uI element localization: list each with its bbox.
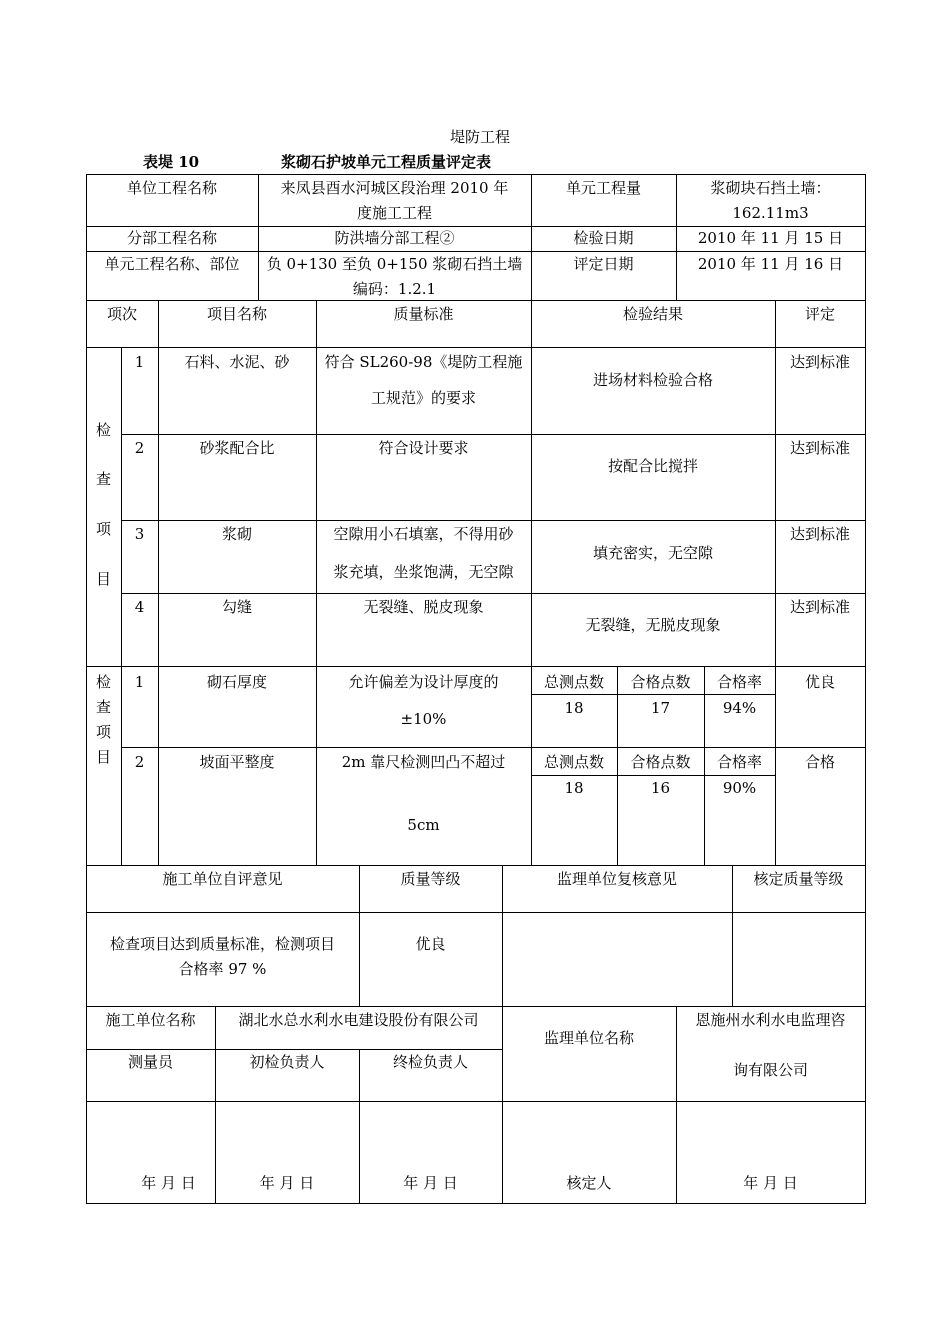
form-title: 浆砌石护坡单元工程质量评定表 bbox=[281, 153, 492, 171]
contractor-label: 施工单位名称 bbox=[105, 1011, 196, 1029]
col-header-no: 项次 bbox=[106, 305, 137, 323]
col-header-name: 项目名称 bbox=[206, 305, 267, 323]
row-pass-rate: 94% bbox=[722, 699, 757, 717]
grade-label: 质量等级 bbox=[400, 870, 461, 888]
row-pass-points: 16 bbox=[650, 779, 671, 797]
row-rating: 达到标准 bbox=[789, 439, 850, 457]
row-total-points: 18 bbox=[564, 779, 584, 797]
row-name: 勾缝 bbox=[221, 598, 252, 616]
row-result: 进场材料检验合格 bbox=[592, 371, 713, 389]
row-rating: 达到标准 bbox=[789, 598, 850, 616]
doc-category: 堤防工程 bbox=[449, 128, 510, 146]
verified-grade-label: 核定质量等级 bbox=[753, 870, 844, 888]
row-standard-line1: 2m 靠尺检测凹凸不超过 bbox=[341, 753, 506, 771]
quantity-value-line2: 162.11m3 bbox=[732, 204, 809, 222]
check-group-label-char: 检 bbox=[95, 421, 111, 439]
row-standard-line2: ±10% bbox=[400, 710, 447, 728]
measure-group-label-char: 检 bbox=[95, 673, 111, 691]
grade-value: 优良 bbox=[415, 935, 446, 953]
form-code: 表堤 10 bbox=[143, 153, 200, 171]
self-eval-text-line2: 合格率 97 % bbox=[178, 960, 267, 978]
row-name: 浆砌 bbox=[221, 525, 252, 543]
row-result: 按配合比搅拌 bbox=[607, 457, 698, 475]
quantity-label: 单元工程量 bbox=[565, 179, 641, 197]
row-standard-line2: 工规范》的要求 bbox=[370, 389, 476, 407]
row-rating: 达到标准 bbox=[789, 525, 850, 543]
row-pass-rate: 90% bbox=[722, 779, 757, 797]
date-initial-inspector: 年 月 日 bbox=[259, 1174, 315, 1192]
col-header-total-points: 总测点数 bbox=[543, 753, 604, 771]
col-header-pass-rate: 合格率 bbox=[716, 753, 762, 771]
row-name: 砌石厚度 bbox=[206, 673, 267, 691]
row-standard-line1: 符合 SL260-98《堤防工程施 bbox=[324, 353, 523, 371]
check-group-label-char: 项 bbox=[95, 520, 111, 538]
col-header-rating: 评定 bbox=[804, 305, 835, 323]
row-no: 1 bbox=[134, 673, 145, 691]
row-standard-line2: 浆充填，坐浆饱满，无空隙 bbox=[333, 563, 514, 581]
row-rating: 合格 bbox=[804, 753, 835, 771]
row-no: 1 bbox=[134, 353, 145, 371]
surveyor-label: 测量员 bbox=[127, 1053, 173, 1071]
sub-project-label: 分部工程名称 bbox=[126, 229, 217, 247]
row-name: 砂浆配合比 bbox=[199, 439, 275, 457]
assess-date-label: 评定日期 bbox=[573, 255, 634, 273]
date-verifier: 年 月 日 bbox=[743, 1174, 798, 1192]
row-rating: 优良 bbox=[804, 673, 835, 691]
element-value-line2: 编码：1.2.1 bbox=[352, 280, 437, 298]
date-surveyor: 年 月 日 bbox=[141, 1174, 196, 1192]
quantity-value-line1: 浆砌块石挡土墙： bbox=[710, 179, 831, 197]
row-standard-line1: 无裂缝、脱皮现象 bbox=[363, 598, 484, 616]
final-inspector-label: 终检负责人 bbox=[392, 1053, 468, 1071]
measure-group-label-char: 查 bbox=[95, 698, 111, 716]
supervisor-value-line2: 询有限公司 bbox=[732, 1061, 808, 1079]
row-pass-points: 17 bbox=[650, 699, 671, 717]
row-no: 4 bbox=[134, 598, 145, 616]
row-no: 2 bbox=[134, 439, 145, 457]
row-no: 3 bbox=[134, 525, 145, 543]
unit-project-label: 单位工程名称 bbox=[126, 179, 217, 197]
element-value-line1: 负 0+130 至负 0+150 浆砌石挡土墙 bbox=[266, 255, 523, 273]
self-eval-label: 施工单位自评意见 bbox=[162, 870, 283, 888]
check-group-label-char: 目 bbox=[95, 570, 111, 588]
measure-group-label-char: 目 bbox=[95, 748, 111, 766]
row-rating: 达到标准 bbox=[789, 353, 850, 371]
unit-project-value-line2: 度施工工程 bbox=[356, 204, 432, 222]
row-result: 填充密实，无空隙 bbox=[592, 544, 713, 562]
sub-project-value: 防洪墙分部工程② bbox=[334, 229, 455, 247]
col-header-pass-rate: 合格率 bbox=[716, 673, 762, 691]
supervisor-label: 监理单位名称 bbox=[543, 1029, 634, 1047]
assess-date-value: 2010 年 11 月 16 日 bbox=[697, 255, 844, 273]
supervisor-value-line1: 恩施州水利水电监理咨 bbox=[695, 1011, 846, 1029]
initial-inspector-label: 初检负责人 bbox=[249, 1053, 325, 1071]
self-eval-text-line1: 检查项目达到质量标准，检测项目 bbox=[109, 935, 335, 953]
date-final-inspector: 年 月 日 bbox=[403, 1174, 458, 1192]
row-standard-line1: 允许偏差为设计厚度的 bbox=[348, 673, 499, 691]
row-name: 石料、水泥、砂 bbox=[184, 353, 290, 371]
row-result: 无裂缝，无脱皮现象 bbox=[585, 616, 721, 634]
verifier-label: 核定人 bbox=[566, 1174, 612, 1192]
unit-project-value-line1: 来凤县酉水河城区段治理 2010 年 bbox=[280, 179, 509, 197]
col-header-pass-points: 合格点数 bbox=[630, 673, 691, 691]
row-total-points: 18 bbox=[564, 699, 584, 717]
inspect-date-value: 2010 年 11 月 15 日 bbox=[697, 229, 844, 247]
supervisor-review-label: 监理单位复核意见 bbox=[556, 870, 677, 888]
col-header-result: 检验结果 bbox=[622, 305, 683, 323]
row-name: 坡面平整度 bbox=[199, 753, 275, 771]
col-header-pass-points: 合格点数 bbox=[630, 753, 691, 771]
row-standard-line1: 空隙用小石填塞，不得用砂 bbox=[333, 525, 514, 543]
col-header-total-points: 总测点数 bbox=[543, 673, 604, 691]
row-standard-line2: 5cm bbox=[407, 816, 440, 834]
check-group-label-char: 查 bbox=[95, 470, 111, 488]
inspect-date-label: 检验日期 bbox=[573, 229, 634, 247]
col-header-standard: 质量标准 bbox=[393, 305, 454, 323]
measure-group-label-char: 项 bbox=[95, 723, 111, 741]
row-standard-line1: 符合设计要求 bbox=[378, 439, 469, 457]
contractor-value: 湖北水总水利水电建设股份有限公司 bbox=[238, 1011, 479, 1029]
element-label: 单元工程名称、部位 bbox=[104, 255, 240, 273]
row-no: 2 bbox=[134, 753, 145, 771]
